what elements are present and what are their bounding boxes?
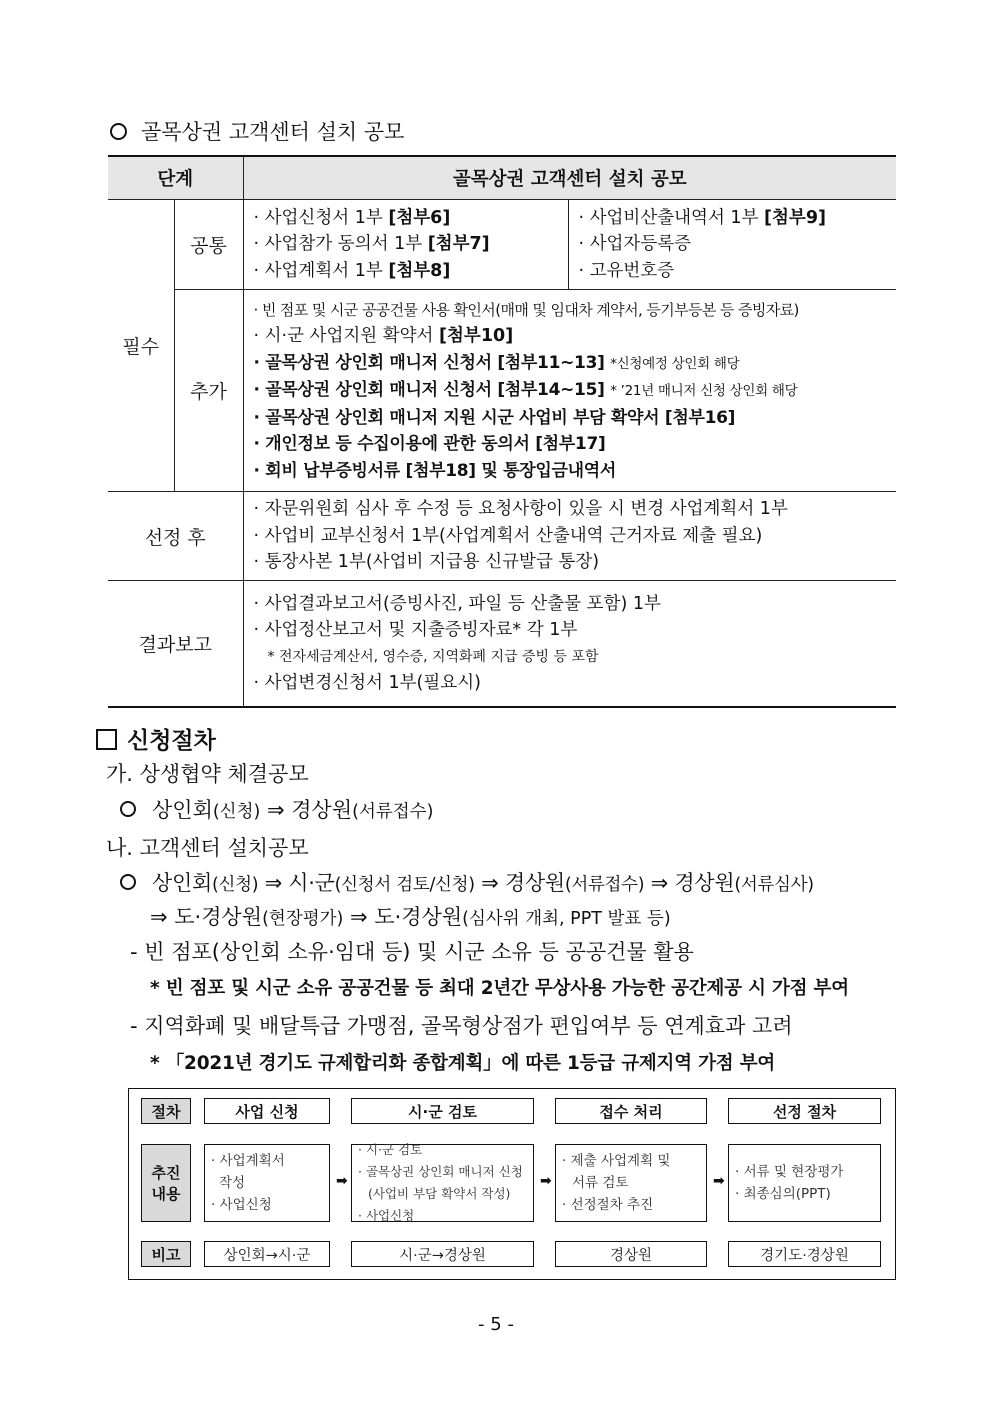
flow-content: · 시·군 검토 · 골목상권 상인회 매니저 신청 (사업비 부담 확약서 작성) · 사업신청 <box>351 1144 534 1222</box>
circle-bullet-icon <box>110 123 127 140</box>
subsection-a-line: 상인회(신청) ⇒ 경상원(서류접수) <box>120 794 433 824</box>
flow-note: 시·군→경상원 <box>351 1241 534 1267</box>
list-item: · 사업자등록증 <box>578 234 692 255</box>
list-item: · 개인정보 등 수집이용에 관한 동의서 [첨부17] <box>253 434 606 455</box>
list-item: · 회비 납부증빙서류 [첨부18] 및 통장입금내역서 <box>253 460 616 481</box>
flow-content: · 사업계획서 작성 · 사업신청 <box>204 1144 330 1222</box>
header-title: 골목상권 고객센터 설치 공모 <box>243 156 896 200</box>
section-title: 골목상권 고객센터 설치 공모 <box>110 116 404 146</box>
list-item: · 사업참가 동의서 1부 [첨부7] <box>253 234 490 255</box>
common-left-cell <box>243 200 568 290</box>
flow-label-note: 비고 <box>141 1241 191 1267</box>
after-label: 선정 후 <box>108 492 243 581</box>
after-cell <box>243 492 896 581</box>
flow-note: 경기도·경상원 <box>728 1241 881 1267</box>
list-item: · 통장사본 1부(사업비 지급용 신규발급 통장) <box>253 552 600 573</box>
list-item: · 사업정산보고서 및 지출증빙자료* 각 1부 <box>253 620 578 640</box>
table-row-after <box>108 492 896 581</box>
procedure-title: 신청절차 <box>96 722 216 755</box>
subsection-b-title: 나. 고객센터 설치공모 <box>106 836 309 860</box>
page-number: - 5 - <box>478 1314 514 1335</box>
list-item: · 사업신청서 1부 [첨부6] <box>253 207 451 228</box>
footnote: * 전자세금계산서, 영수증, 지역화폐 지급 증빙 등 포함 <box>267 648 599 665</box>
list-item: · 사업계획서 1부 [첨부8] <box>253 260 451 281</box>
circle-bullet-icon <box>120 801 136 817</box>
subsection-a-title: 가. 상생협약 체결공모 <box>106 762 309 786</box>
subsection-b-line-1: 상인회(신청) ⇒ 시·군(신청서 검토/신청) ⇒ 경상원(서류접수) ⇒ 경상원(서류심사) <box>120 867 814 897</box>
list-item: · 사업비 교부신청서 1부(사업계획서 산출내역 근거자료 제출 필요) <box>253 525 763 546</box>
list-item: · 시·군 사업지원 확약서 [첨부10] <box>253 326 514 347</box>
list-item: · 사업비산출내역서 1부 [첨부9] <box>578 207 827 228</box>
result-cell <box>243 581 896 708</box>
right-arrow-icon: ➡ <box>336 1173 348 1189</box>
result-label: 결과보고 <box>108 581 243 708</box>
flow-header: 접수 처리 <box>555 1098 707 1124</box>
flow-content: · 서류 및 현장평가 · 최종심의(PPT) <box>728 1144 881 1222</box>
dash-item-1: - 빈 점포(상인회 소유·임대 등) 및 시군 소유 등 공공건물 활용 <box>130 940 694 964</box>
list-item: · 사업결과보고서(증빙사진, 파일 등 산출물 포함) 1부 <box>253 593 661 614</box>
circle-bullet-icon <box>120 874 136 890</box>
flow-header: 선정 절차 <box>728 1098 881 1124</box>
extra-cell <box>243 290 896 492</box>
list-item: · 골목상권 상인회 매니저 신청서 [첨부14~15] * ’21년 매니저 신청 상인회 해당 <box>253 380 798 401</box>
table-row-common <box>108 200 896 290</box>
extra-label: 추가 <box>174 290 243 492</box>
list-item: · 사업변경신청서 1부(필요시) <box>253 673 481 693</box>
table-row-extra <box>108 290 896 492</box>
list-item: · 골목상권 상인회 매니저 지원 시군 사업비 부담 확약서 [첨부16] <box>253 407 736 428</box>
process-flow-diagram <box>128 1088 896 1280</box>
right-arrow-icon: ➡ <box>540 1173 552 1189</box>
table-header-row <box>108 156 896 200</box>
right-arrow-icon: ➡ <box>713 1173 725 1189</box>
list-item: · 자문위원회 심사 후 수정 등 요청사항이 있을 시 변경 사업계획서 1부 <box>253 499 788 520</box>
list-item: · 빈 점포 및 시군 공공건물 사용 확인서(매매 및 임대차 계약서, 등기부등본 등 증빙자료) <box>253 300 799 319</box>
flow-content: · 제출 사업계획 및 서류 검토 · 선정절차 추진 <box>555 1144 707 1222</box>
flow-label-content: 추진 내용 <box>141 1144 191 1222</box>
requirements-table <box>108 155 896 708</box>
flow-label-stage: 절차 <box>141 1098 191 1124</box>
required-label: 필수 <box>108 200 174 492</box>
flow-header: 시·군 검토 <box>351 1098 534 1124</box>
table-row-result <box>108 581 896 708</box>
list-item: · 고유번호증 <box>578 260 675 281</box>
dash-item-2: - 지역화폐 및 배달특급 가맹점, 골목형상점가 편입여부 등 연계효과 고려 <box>130 1014 793 1038</box>
common-right-cell <box>568 200 896 290</box>
star-note-2: * 「2021년 경기도 규제합리화 종합계획」에 따른 1등급 규제지역 가점 부여 <box>150 1053 776 1074</box>
square-bullet-icon <box>96 729 117 750</box>
flow-note: 상인회→시·군 <box>204 1241 330 1267</box>
subsection-b-line-2: ⇒ 도·경상원(현장평가) ⇒ 도·경상원(심사위 개최, PPT 발표 등) <box>150 905 671 929</box>
common-label: 공통 <box>174 200 243 290</box>
flow-header: 사업 신청 <box>204 1098 330 1124</box>
star-note-1: * 빈 점포 및 시군 소유 공공건물 등 최대 2년간 무상사용 가능한 공간제공 시 가점 부여 <box>150 978 849 999</box>
list-item: · 골목상권 상인회 매니저 신청서 [첨부11~13] *신청예정 상인회 해당 <box>253 352 740 373</box>
flow-note: 경상원 <box>555 1241 707 1267</box>
header-stage: 단계 <box>108 156 243 200</box>
